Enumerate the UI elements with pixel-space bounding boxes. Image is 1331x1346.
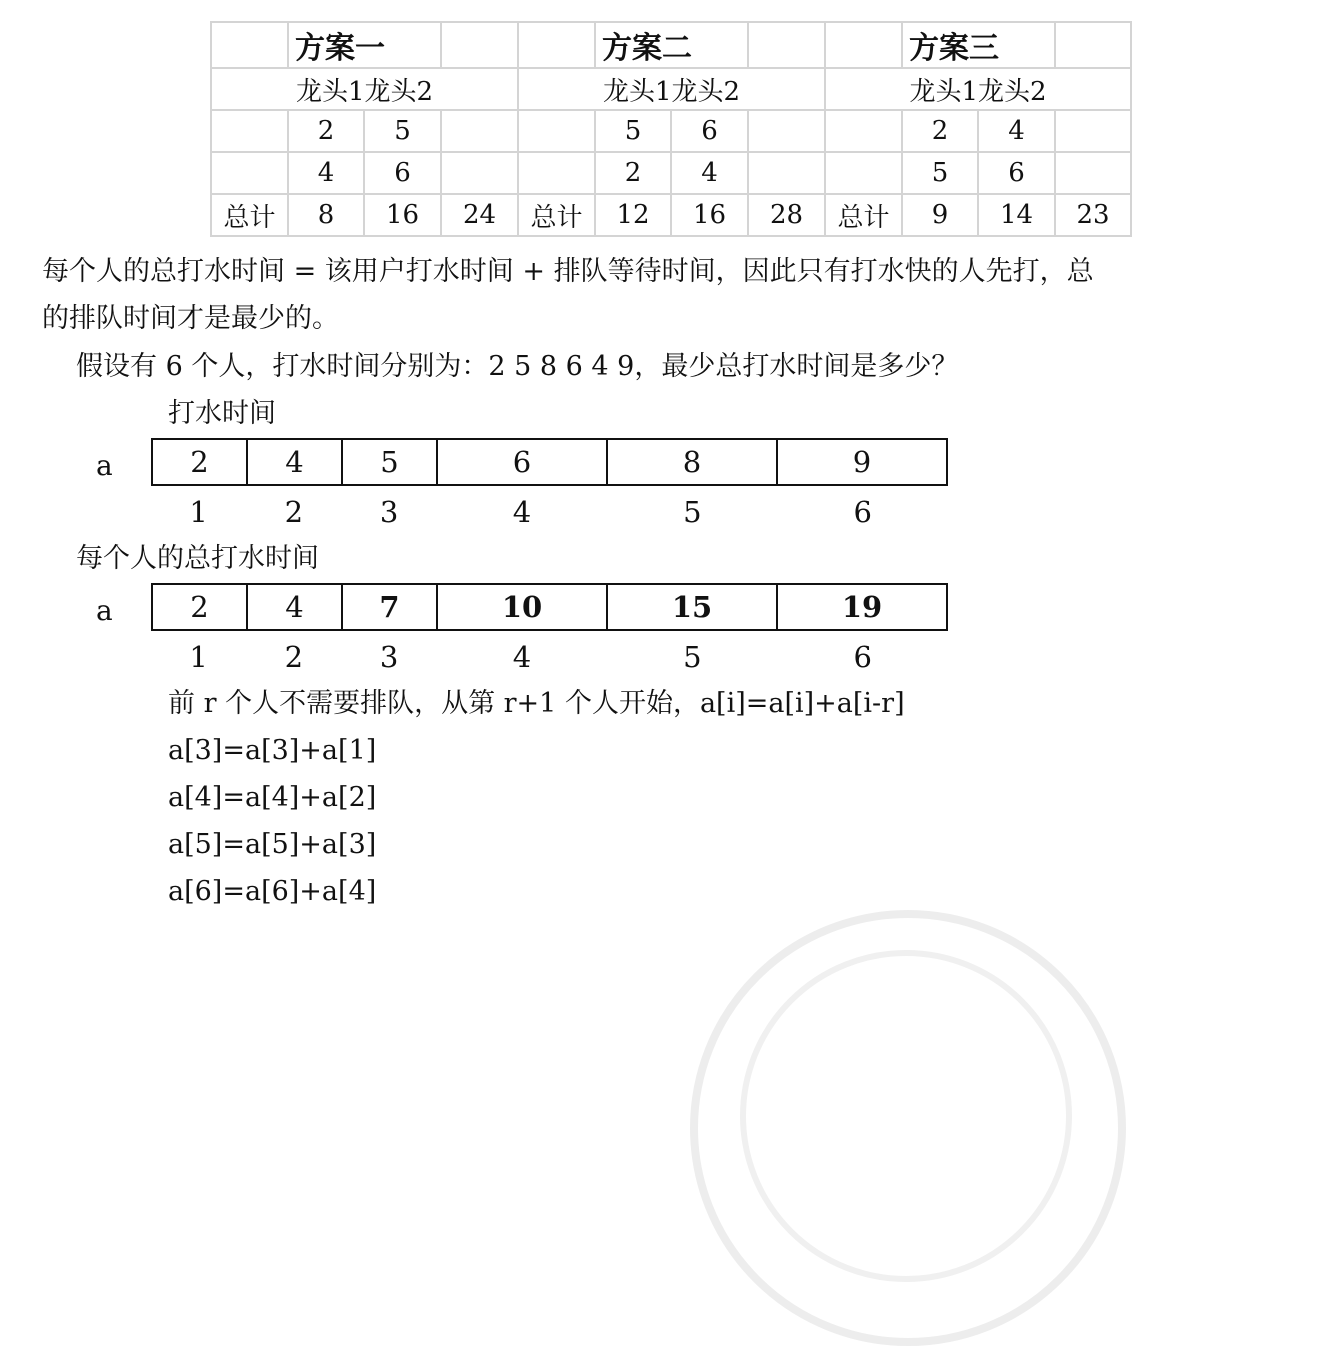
total-label: 总计 — [211, 194, 288, 236]
table-cell — [518, 110, 595, 152]
array2-indices — [151, 640, 948, 674]
array2-name: a — [96, 594, 113, 627]
table-cell — [211, 152, 288, 194]
table-cell — [748, 152, 825, 194]
array-cell-updated: 15 — [607, 584, 777, 630]
total-value: 28 — [748, 194, 825, 236]
array-cell: 4 — [247, 584, 342, 630]
formula-line: a[4]=a[4]+a[2] — [168, 782, 377, 813]
index-label: 2 — [284, 640, 304, 674]
table-cell — [748, 110, 825, 152]
total-row — [211, 194, 518, 236]
table-row — [518, 152, 825, 194]
table-cell: 16 — [671, 194, 748, 236]
question-text: 假设有 6 个人，打水时间分别为：2 5 8 6 4 9，最少总打水时间是多少？ — [76, 351, 959, 382]
formula-line: a[6]=a[6]+a[4] — [168, 876, 377, 907]
index-row — [151, 495, 948, 529]
explanation-line-1: 每个人的总打水时间 = 该用户打水时间 + 排队等待时间，因此只有打水快的人先打，总 — [42, 256, 1094, 287]
rule-text: 前 r 个人不需要排队，从第 r+1 个人开始，a[i]=a[i]+a[i-r] — [168, 688, 905, 719]
scheme-title: 方案一 — [288, 22, 441, 68]
scheme-title-row — [825, 22, 1131, 68]
scheme-title-row — [211, 22, 518, 68]
table-cell — [441, 152, 518, 194]
array-cell: 8 — [607, 439, 777, 485]
index-label: 5 — [683, 640, 702, 674]
table-cell: 4 — [978, 110, 1055, 152]
taps-label: 龙头1龙头2 — [211, 68, 518, 110]
array-cell: 4 — [247, 439, 342, 485]
total-label: 总计 — [825, 194, 902, 236]
table-cell — [211, 110, 288, 152]
index-label: 3 — [379, 495, 399, 529]
scheme-table-2 — [517, 21, 826, 237]
table-cell: 8 — [288, 194, 364, 236]
array1-caption: 打水时间 — [168, 398, 276, 429]
array-cell: 5 — [342, 439, 437, 485]
table-cell — [441, 110, 518, 152]
table-cell: 16 — [364, 194, 441, 236]
table-cell: 5 — [364, 110, 441, 152]
scheme-table-1 — [210, 21, 519, 237]
table-cell — [211, 22, 288, 68]
watermark-seal-inner — [740, 950, 1072, 1282]
array1-name: a — [96, 449, 113, 482]
table-cell — [825, 152, 902, 194]
table-cell — [441, 22, 518, 68]
array1-values — [151, 438, 948, 486]
table-cell — [518, 152, 595, 194]
total-value: 23 — [1055, 194, 1131, 236]
table-cell: 2 — [902, 110, 978, 152]
table-cell: 6 — [978, 152, 1055, 194]
table-row — [825, 152, 1131, 194]
index-row — [151, 640, 948, 674]
scheme-table-3 — [824, 21, 1132, 237]
table-cell: 2 — [595, 152, 671, 194]
taps-label: 龙头1龙头2 — [518, 68, 825, 110]
table-cell — [825, 110, 902, 152]
index-label: 3 — [379, 640, 399, 674]
array-cell-updated: 10 — [437, 584, 607, 630]
table-row — [211, 152, 518, 194]
array-row — [152, 439, 947, 485]
array-cell: 2 — [152, 439, 247, 485]
array-cell: 9 — [777, 439, 947, 485]
array-cell: 6 — [437, 439, 607, 485]
taps-row — [825, 68, 1131, 110]
table-cell — [1055, 152, 1131, 194]
index-label: 1 — [189, 640, 208, 674]
table-cell — [518, 22, 595, 68]
table-row — [211, 110, 518, 152]
table-cell: 5 — [902, 152, 978, 194]
table-cell — [1055, 22, 1131, 68]
table-row — [825, 110, 1131, 152]
scheme-title: 方案三 — [902, 22, 1055, 68]
table-cell: 6 — [671, 110, 748, 152]
array2-values — [151, 583, 948, 631]
table-cell: 6 — [364, 152, 441, 194]
table-row — [518, 110, 825, 152]
table-cell — [748, 22, 825, 68]
table-cell: 4 — [288, 152, 364, 194]
array2-caption: 每个人的总打水时间 — [76, 543, 319, 574]
table-cell: 5 — [595, 110, 671, 152]
index-label: 5 — [683, 495, 702, 529]
formula-line: a[3]=a[3]+a[1] — [168, 735, 377, 766]
array-cell-updated: 7 — [342, 584, 437, 630]
index-label: 2 — [284, 495, 304, 529]
table-cell — [1055, 110, 1131, 152]
array-row — [152, 584, 947, 630]
table-cell: 12 — [595, 194, 671, 236]
scheme-title: 方案二 — [595, 22, 748, 68]
formula-line: a[5]=a[5]+a[3] — [168, 829, 377, 860]
taps-row — [518, 68, 825, 110]
table-cell: 2 — [288, 110, 364, 152]
array-cell-updated: 19 — [777, 584, 947, 630]
array1-indices — [151, 495, 948, 529]
total-row — [825, 194, 1131, 236]
scheme-title-row — [518, 22, 825, 68]
index-label: 1 — [189, 495, 208, 529]
total-label: 总计 — [518, 194, 595, 236]
total-row — [518, 194, 825, 236]
index-label: 4 — [512, 495, 532, 529]
taps-row — [211, 68, 518, 110]
table-cell: 14 — [978, 194, 1055, 236]
total-value: 24 — [441, 194, 518, 236]
table-cell: 9 — [902, 194, 978, 236]
index-label: 4 — [512, 640, 532, 674]
taps-label: 龙头1龙头2 — [825, 68, 1131, 110]
table-cell — [825, 22, 902, 68]
index-label: 6 — [853, 640, 872, 674]
explanation-line-2: 的排队时间才是最少的。 — [42, 303, 339, 334]
table-cell: 4 — [671, 152, 748, 194]
array-cell: 2 — [152, 584, 247, 630]
index-label: 6 — [853, 495, 872, 529]
